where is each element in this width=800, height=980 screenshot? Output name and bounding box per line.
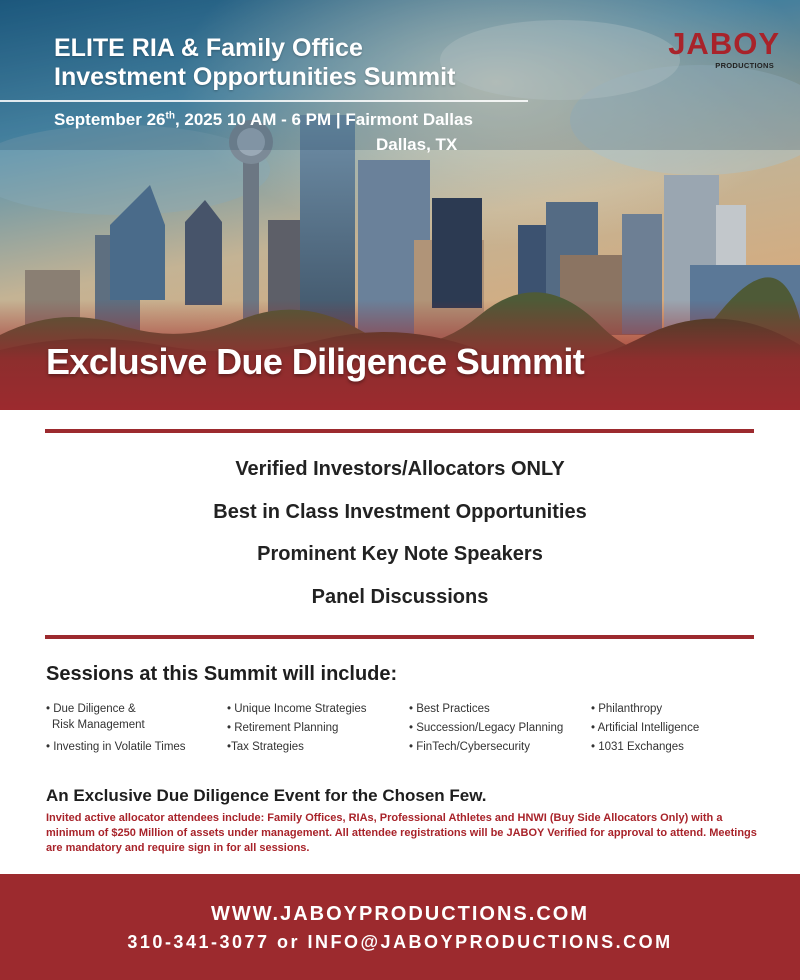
event-city: Dallas, TX — [376, 135, 458, 154]
session-item: • Succession/Legacy Planning — [409, 722, 564, 734]
session-item: • Philanthropy — [591, 703, 663, 715]
session-item: •Tax Strategies — [227, 741, 304, 753]
footer — [0, 874, 800, 980]
hero-banner — [0, 0, 800, 410]
session-item: • Investing in Volatile Times — [46, 741, 186, 753]
highlights-list — [0, 448, 800, 618]
exclusive-description: Invited active allocator attendees include: Family Offices, RIAs, Professional Athletes and HNWI (Buy Side Allocators Only) with a minimum of $250 Million of assets under management. All attendee registrations will be JABOY Verified for approval to attend. Meetings are mandatory and require sign in for all sessions. — [46, 812, 757, 854]
event-date-ordinal: th — [165, 110, 175, 122]
sessions-column-1 — [46, 700, 186, 757]
highlight-item: Panel Discussions — [311, 585, 489, 608]
exclusive-heading: An Exclusive Due Diligence Event for the Chosen Few. — [46, 786, 487, 805]
event-date: September 26 — [54, 110, 166, 129]
bottom-divider — [45, 635, 754, 639]
summit-title-line1: ELITE RIA & Family Office — [54, 34, 363, 62]
jaboy-logo — [650, 28, 780, 70]
highlight-item: Best in Class Investment Opportunities — [213, 500, 587, 523]
sessions-column-4 — [591, 700, 699, 757]
highlight-item: Prominent Key Note Speakers — [257, 543, 543, 565]
session-item: • FinTech/Cybersecurity — [409, 741, 530, 753]
logo-tagline: PRODUCTIONS — [715, 61, 774, 70]
sessions-heading: Sessions at this Summit will include: — [46, 663, 398, 685]
sessions-column-2 — [227, 700, 367, 757]
session-item: • Unique Income Strategies — [227, 703, 367, 715]
website-link[interactable]: WWW.JABOYPRODUCTIONS.COM — [211, 903, 589, 925]
sessions-column-3 — [409, 700, 563, 757]
session-item: • Best Practices — [409, 703, 490, 715]
event-time-venue: , 2025 10 AM - 6 PM | Fairmont Dallas — [174, 110, 473, 129]
title-divider — [0, 100, 528, 102]
session-item: • Due Diligence & — [46, 703, 136, 715]
session-item: • Retirement Planning — [227, 722, 339, 734]
logo-wordmark: JABOY — [668, 26, 780, 61]
summit-title — [54, 34, 455, 92]
session-item: • 1031 Exchanges — [591, 741, 684, 753]
summit-title-line2: Investment Opportunities Summit — [54, 63, 456, 91]
contact-info[interactable]: 310-341-3077 or INFO@JABOYPRODUCTIONS.COM — [127, 932, 673, 952]
event-date-venue — [54, 110, 473, 130]
top-divider — [45, 429, 754, 433]
session-item-continued: Risk Management — [52, 719, 145, 731]
session-item: • Artificial Intelligence — [591, 722, 700, 734]
summit-headline: Exclusive Due Diligence Summit — [46, 341, 585, 382]
highlight-item: Verified Investors/Allocators ONLY — [235, 458, 565, 480]
